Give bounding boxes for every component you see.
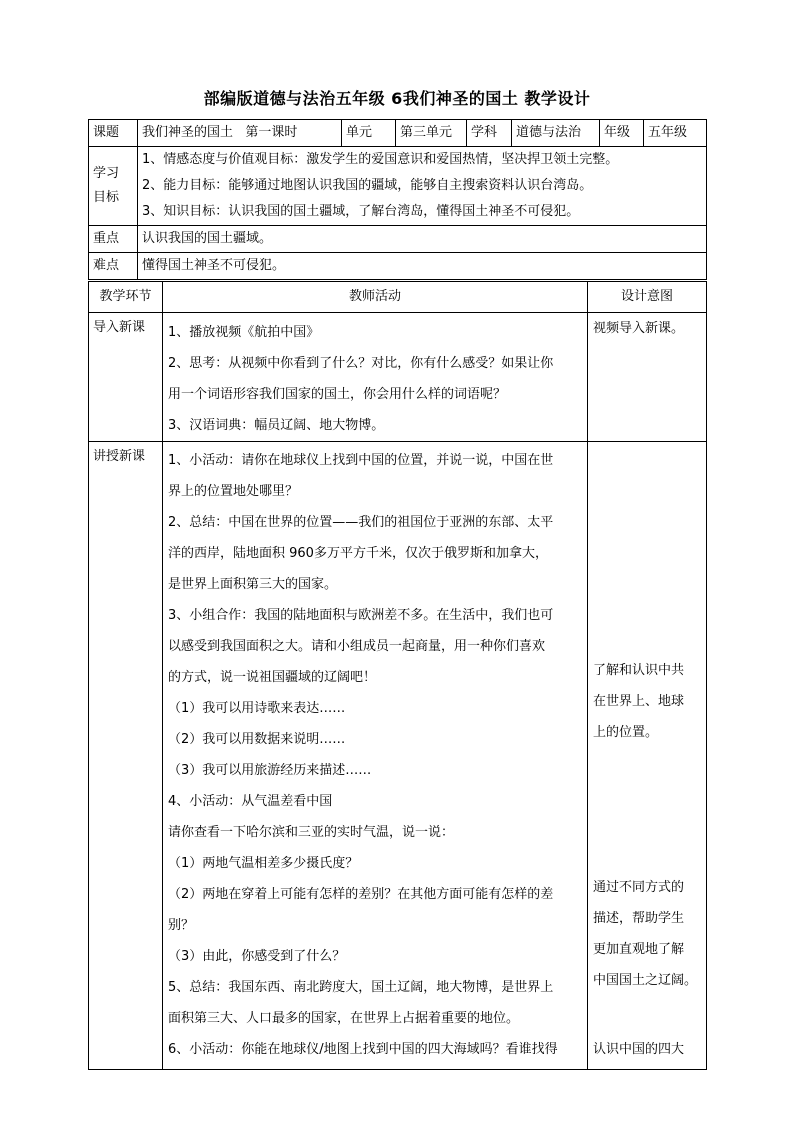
intent-line: 更加直观地了解 — [593, 942, 685, 957]
topic-row — [89, 120, 707, 147]
intent-line: 在世界上、地球 — [593, 694, 685, 709]
header-teacher-activity: 教师活动 — [163, 282, 588, 313]
activity-line: 用一个词语形容我们国家的国土，你会用什么样的词语呢？ — [168, 387, 507, 402]
intent-line: 上的位置。 — [593, 725, 659, 740]
activity-line: 6、小活动：你能在地球仪/地图上找到中国的四大海域吗？看谁找得 — [168, 1042, 558, 1057]
activity-line: 面积第三大、人口最多的国家，在世界上占据着重要的地位。 — [168, 1011, 520, 1026]
activity-line: 是世界上面积第三大的国家。 — [168, 577, 338, 592]
activity-line: 以感受到我国面积之大。请和小组成员一起商量，用一种你们喜欢 — [168, 639, 546, 654]
header-design-intent: 设计意图 — [588, 282, 707, 313]
intent-line: 了解和认识中共 — [593, 663, 685, 678]
unit-value: 第三单元 — [396, 120, 467, 147]
unit-label: 单元 — [342, 120, 396, 147]
intent-group-1 — [593, 655, 684, 748]
lesson-intent — [588, 442, 707, 1070]
activity-line: 3、小组合作：我国的陆地面积与欧洲差不多。在生活中，我们也可 — [168, 608, 554, 623]
difficulty-label: 难点 — [89, 253, 138, 280]
activity-line: 的方式，说一说祖国疆域的辽阔吧！ — [168, 670, 377, 685]
activity-line: 别？ — [168, 918, 195, 933]
activity-line: （1）我可以用诗歌来表达…… — [168, 701, 346, 716]
header-stage: 教学环节 — [89, 282, 163, 313]
intent-line: 通过不同方式的 — [593, 880, 685, 895]
key-point-value: 认识我国的国土疆域。 — [138, 226, 707, 253]
difficulty-value: 懂得国土神圣不可侵犯。 — [138, 253, 707, 280]
goals-content — [138, 147, 707, 226]
activity-line: （3）我可以用旅游经历来描述…… — [168, 763, 372, 778]
intent-group-2 — [593, 872, 697, 996]
activity-line: 5、总结：我国东西、南北跨度大，国土辽阔，地大物博，是世界上 — [168, 980, 554, 995]
lesson-info-table — [88, 119, 707, 280]
intro-stage-label: 导入新课 — [89, 313, 163, 442]
activity-line: 4、小活动：从气温差看中国 — [168, 794, 333, 809]
lesson-row — [89, 442, 707, 1070]
activity-line: （2）我可以用数据来说明…… — [168, 732, 346, 747]
activity-line: 2、思考：从视频中你看到了什么？对比，你有什么感受？如果让你 — [168, 356, 554, 371]
topic-label: 课题 — [89, 120, 138, 147]
intent-line: 中国国土之辽阔。 — [593, 973, 698, 988]
activity-line: 界上的位置地处哪里？ — [168, 484, 299, 499]
activity-line: 洋的西岸，陆地面积 960多万平方千米，仅次于俄罗斯和加拿大， — [168, 546, 548, 561]
intent-group-3 — [593, 1034, 684, 1065]
lesson-stage-label: 讲授新课 — [89, 442, 163, 1070]
goals-label — [89, 147, 138, 226]
grade-value: 五年级 — [644, 120, 707, 147]
lesson-activities — [163, 442, 588, 1070]
activity-line: 请你查看一下哈尔滨和三亚的实时气温，说一说： — [168, 825, 455, 840]
activity-line: 1、播放视频《航拍中国》 — [168, 325, 320, 340]
intro-row — [89, 313, 707, 442]
goal-item: 2、能力目标：能够通过地图认识我国的疆域，能够自主搜索资料认识台湾岛。 — [142, 178, 593, 193]
process-header-row — [89, 282, 707, 313]
activity-line: 2、总结：中国在世界的位置——我们的祖国位于亚洲的东部、太平 — [168, 515, 554, 530]
subject-value: 道德与法治 — [512, 120, 600, 147]
key-point-label: 重点 — [89, 226, 138, 253]
activity-line: （2）两地在穿着上可能有怎样的差别？在其他方面可能有怎样的差 — [168, 887, 554, 902]
activity-line: （1）两地气温相差多少摄氏度？ — [168, 856, 359, 871]
activity-line: 1、小活动：请你在地球仪上找到中国的位置，并说一说，中国在世 — [168, 453, 554, 468]
intent-line: 视频导入新课。 — [593, 321, 685, 336]
grade-label: 年级 — [600, 120, 644, 147]
subject-label: 学科 — [467, 120, 512, 147]
activity-line: （3）由此，你感受到了什么？ — [168, 949, 346, 964]
difficulty-row — [89, 253, 707, 280]
goals-label-line2: 目标 — [93, 190, 120, 205]
topic-value: 我们神圣的国土 第一课时 — [138, 120, 342, 147]
key-point-row — [89, 226, 707, 253]
goals-label-line1: 学习 — [93, 166, 120, 181]
intro-activities — [163, 313, 588, 442]
intent-line: 认识中国的四大 — [593, 1042, 685, 1057]
intent-line: 描述，帮助学生 — [593, 911, 685, 926]
activity-line: 3、汉语词典：幅员辽阔、地大物博。 — [168, 418, 385, 433]
document-title: 部编版道德与法治五年级 6我们神圣的国土 教学设计 — [203, 89, 591, 108]
goal-item: 3、知识目标：认识我国的国土疆域，了解台湾岛，懂得国土神圣不可侵犯。 — [142, 204, 580, 219]
teaching-process-table — [88, 281, 707, 1070]
intro-intent — [588, 313, 707, 442]
goal-item: 1、情感态度与价值观目标：激发学生的爱国意识和爱国热情，坚决捍卫领土完整。 — [142, 152, 619, 167]
goals-row — [89, 147, 707, 226]
